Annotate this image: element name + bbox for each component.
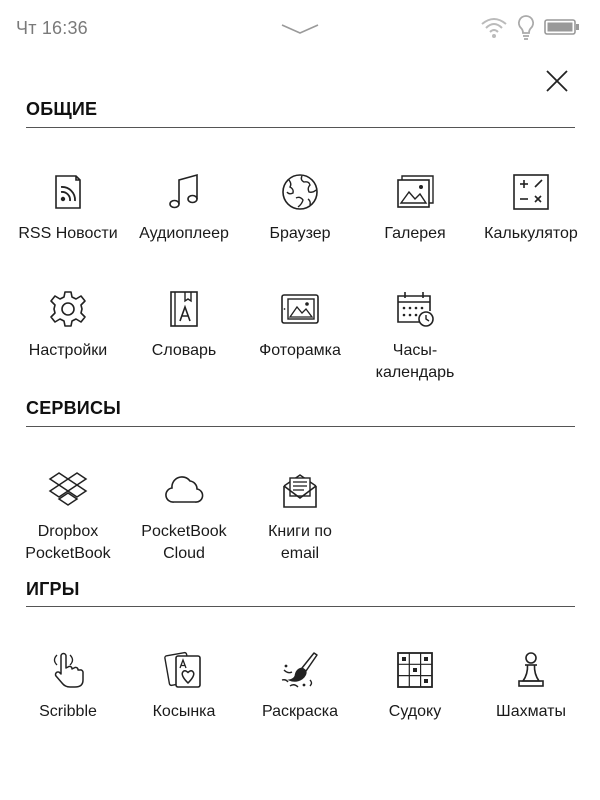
status-time: Чт 16:36: [16, 18, 88, 38]
gallery-icon: [395, 172, 435, 212]
calculator-icon: [511, 172, 551, 212]
app-label: Словарь: [151, 342, 217, 359]
app-coloring[interactable]: [240, 650, 360, 723]
app-pocketbook-cloud[interactable]: [124, 470, 244, 565]
section-title-games: ИГРЫ: [26, 579, 80, 599]
app-label: Косынка: [152, 703, 216, 720]
app-label: Книги по email: [268, 523, 332, 562]
close-icon: [545, 69, 569, 93]
sudoku-grid-icon: [395, 650, 435, 690]
app-audio-player[interactable]: [124, 172, 244, 245]
playing-cards-icon: [164, 650, 204, 690]
rss-icon: [48, 172, 88, 212]
app-label: Шахматы: [496, 703, 566, 720]
status-icons: [480, 16, 580, 42]
section-title-general: ОБЩИЕ: [26, 99, 98, 119]
email-books-icon: [280, 470, 320, 510]
app-label: Dropbox PocketBook: [25, 523, 111, 562]
dictionary-icon: [164, 289, 204, 329]
app-rss-news[interactable]: [8, 172, 128, 245]
app-solitaire[interactable]: [124, 650, 244, 723]
app-settings[interactable]: [8, 289, 128, 362]
app-photo-frame[interactable]: [240, 289, 360, 362]
section-divider: [26, 426, 575, 427]
app-label: Судоку: [388, 703, 442, 720]
battery-icon[interactable]: [544, 18, 580, 41]
app-clock-calendar[interactable]: [355, 289, 475, 384]
app-gallery[interactable]: [355, 172, 475, 245]
app-label: RSS Новости: [18, 225, 118, 242]
section-divider: [26, 127, 575, 128]
cloud-icon: [164, 470, 204, 510]
app-label: Аудиоплеер: [139, 225, 229, 242]
pull-down-handle-icon[interactable]: [280, 22, 320, 36]
app-chess[interactable]: [471, 650, 591, 723]
app-scribble[interactable]: [8, 650, 128, 723]
close-button[interactable]: [540, 64, 574, 98]
chess-pawn-icon: [511, 650, 551, 690]
wifi-icon[interactable]: [480, 15, 508, 44]
app-browser[interactable]: [240, 172, 360, 245]
globe-icon: [280, 172, 320, 212]
music-note-icon: [164, 172, 204, 212]
app-calculator[interactable]: [471, 172, 591, 245]
section-title-services: СЕРВИСЫ: [26, 398, 121, 418]
dropbox-icon: [48, 470, 88, 510]
section-divider: [26, 606, 575, 607]
app-books-by-email[interactable]: [240, 470, 360, 565]
app-sudoku[interactable]: [355, 650, 475, 723]
app-label: PocketBook Cloud: [141, 523, 227, 562]
app-label: Галерея: [384, 225, 446, 242]
app-label: Браузер: [269, 225, 331, 242]
light-bulb-icon[interactable]: [516, 14, 536, 45]
calendar-clock-icon: [395, 289, 435, 329]
paint-brush-icon: [280, 650, 320, 690]
app-label: Фоторамка: [259, 342, 341, 359]
app-dropbox-pocketbook[interactable]: [8, 470, 128, 565]
app-label: Scribble: [39, 703, 97, 720]
app-label: Раскраска: [261, 703, 339, 720]
app-dictionary[interactable]: [124, 289, 244, 362]
hand-pointer-icon: [48, 650, 88, 690]
app-label: Настройки: [28, 342, 108, 359]
app-label: Часы- календарь: [375, 342, 455, 381]
status-bar: [0, 0, 600, 56]
photo-frame-icon: [280, 289, 320, 329]
app-label: Калькулятор: [484, 225, 578, 242]
gear-icon: [48, 289, 88, 329]
